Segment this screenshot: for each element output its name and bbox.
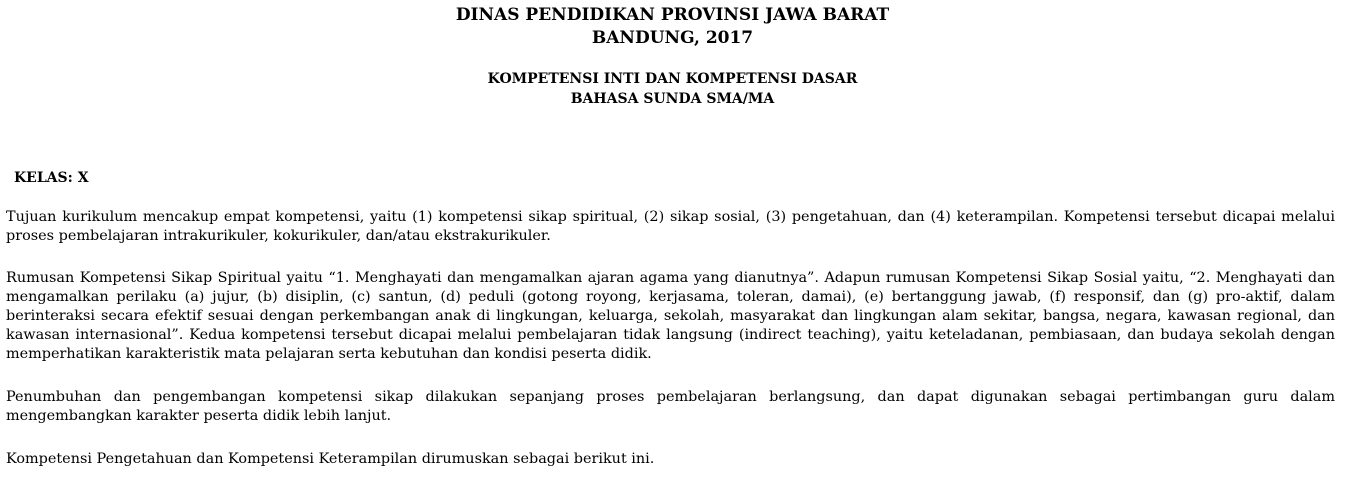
paragraph-knowledge-skills-intro: Kompetensi Pengetahuan dan Kompetensi Keterampilan dirumuskan sebagai berikut ini. — [6, 451, 655, 467]
document-title: KOMPETENSI INTI DAN KOMPETENSI DASAR — [487, 71, 858, 87]
document-subtitle: BAHASA SUNDA SMA/MA — [570, 91, 775, 107]
header-organization: DINAS PENDIDIKAN PROVINSI JAWA BARAT — [455, 5, 890, 25]
paragraph-attitude-competence: Rumusan Kompetensi Sikap Spiritual yaitu “1. Menghayati dan mengamalkan ajaran agama yang dianutnya”. Adapun rumusan Kompetensi Sikap Sosial yaitu, “2. Menghayati dan mengamalkan perilaku (a) jujur, (b) disiplin, (c) santun, (d) peduli (gotong royong, kerjasama, toleran, damai), (e) bertanggung jawab, (f) responsif, dan (g) pro-aktif, dalam berinteraksi secara efektif sesuai dengan perkembangan anak di lingkungan, keluarga, sekolah, masyarakat dan lingkungan alam sekitar, bangsa, negara, kawasan regional, dan kawasan internasional”. Kedua kompetensi tersebut dicapai melalui pembelajaran tidak langsung (indirect teaching), yaitu keteladanan, pembiasaan, dan budaya sekolah dengan memperhatikan karakteristik mata pelajaran serta kebutuhan dan kondisi peserta didik. — [6, 270, 1335, 362]
paragraph-curriculum-goals: Tujuan kurikulum mencakup empat kompetensi, yaitu (1) kompetensi sikap spiritual, (2) sikap sosial, (3) pengetahuan, dan (4) keterampilan. Kompetensi tersebut dicapai melalui proses pembelajaran intrakurikuler, kokurikuler, dan/atau ekstrakurikuler. — [6, 209, 1335, 244]
class-label: KELAS: X — [14, 170, 89, 186]
paragraph-attitude-development: Penumbuhan dan pengembangan kompetensi sikap dilakukan sepanjang proses pembelajaran berlangsung, dan dapat digunakan sebagai pertimbangan guru dalam mengembangkan karakter peserta didik lebih lanjut. — [6, 389, 1335, 424]
header-city-year: BANDUNG, 2017 — [591, 28, 754, 48]
